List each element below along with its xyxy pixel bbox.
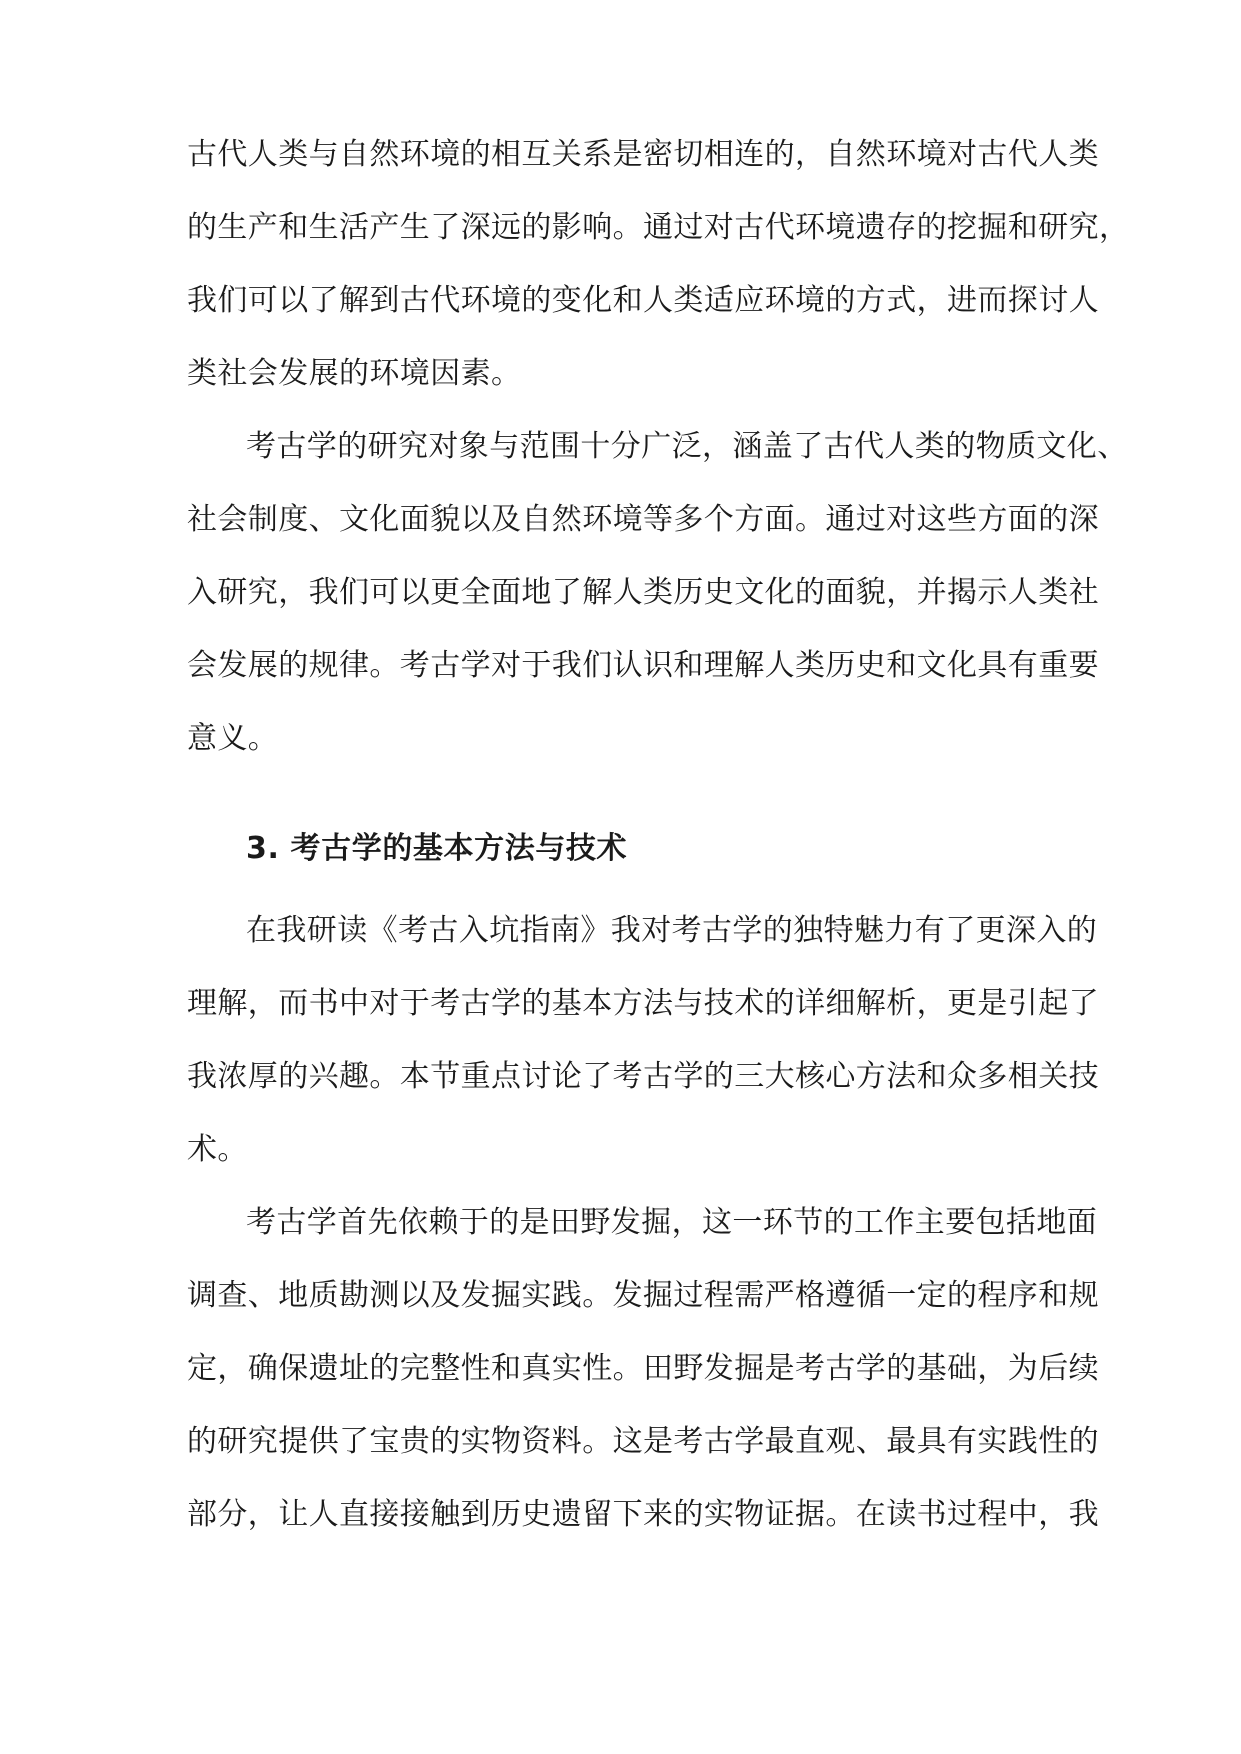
text-line: 考古学的研究对象与范围十分广泛，涵盖了古代人类的物质文化、 (246, 429, 1128, 464)
text-line: 调查、地质勘测以及发掘实践。发掘过程需严格遵循一定的程序和规 (187, 1278, 1099, 1313)
text-line: 古代人类与自然环境的相互关系是密切相连的，自然环境对古代人类 (187, 137, 1099, 172)
text-line: 我们可以了解到古代环境的变化和人类适应环境的方式，进而探讨人 (187, 283, 1099, 318)
text-line: 定，确保遗址的完整性和真实性。田野发掘是考古学的基础，为后续 (187, 1351, 1099, 1386)
text-line: 社会制度、文化面貌以及自然环境等多个方面。通过对这些方面的深 (187, 502, 1099, 537)
text-line: 理解，而书中对于考古学的基本方法与技术的详细解析，更是引起了 (187, 986, 1099, 1021)
text-line: 类社会发展的环境因素。 (187, 356, 522, 391)
text-line: 的研究提供了宝贵的实物资料。这是考古学最直观、最具有实践性的 (187, 1424, 1099, 1459)
text-line: 的生产和生活产生了深远的影响。通过对古代环境遗存的挖掘和研究， (187, 210, 1130, 245)
text-line: 会发展的规律。考古学对于我们认识和理解人类历史和文化具有重要 (187, 648, 1099, 683)
section-heading: 3. 考古学的基本方法与技术 (246, 831, 628, 866)
text-line: 考古学首先依赖于的是田野发掘，这一环节的工作主要包括地面 (246, 1205, 1098, 1240)
text-line: 入研究，我们可以更全面地了解人类历史文化的面貌，并揭示人类社 (187, 575, 1099, 610)
text-line: 我浓厚的兴趣。本节重点讨论了考古学的三大核心方法和众多相关技 (187, 1059, 1099, 1094)
text-line: 意义。 (187, 721, 279, 756)
text-line: 部分，让人直接接触到历史遗留下来的实物证据。在读书过程中，我 (187, 1497, 1099, 1532)
text-line: 术。 (187, 1132, 248, 1167)
text-line: 在我研读《考古入坑指南》我对考古学的独特魅力有了更深入的 (246, 913, 1098, 948)
